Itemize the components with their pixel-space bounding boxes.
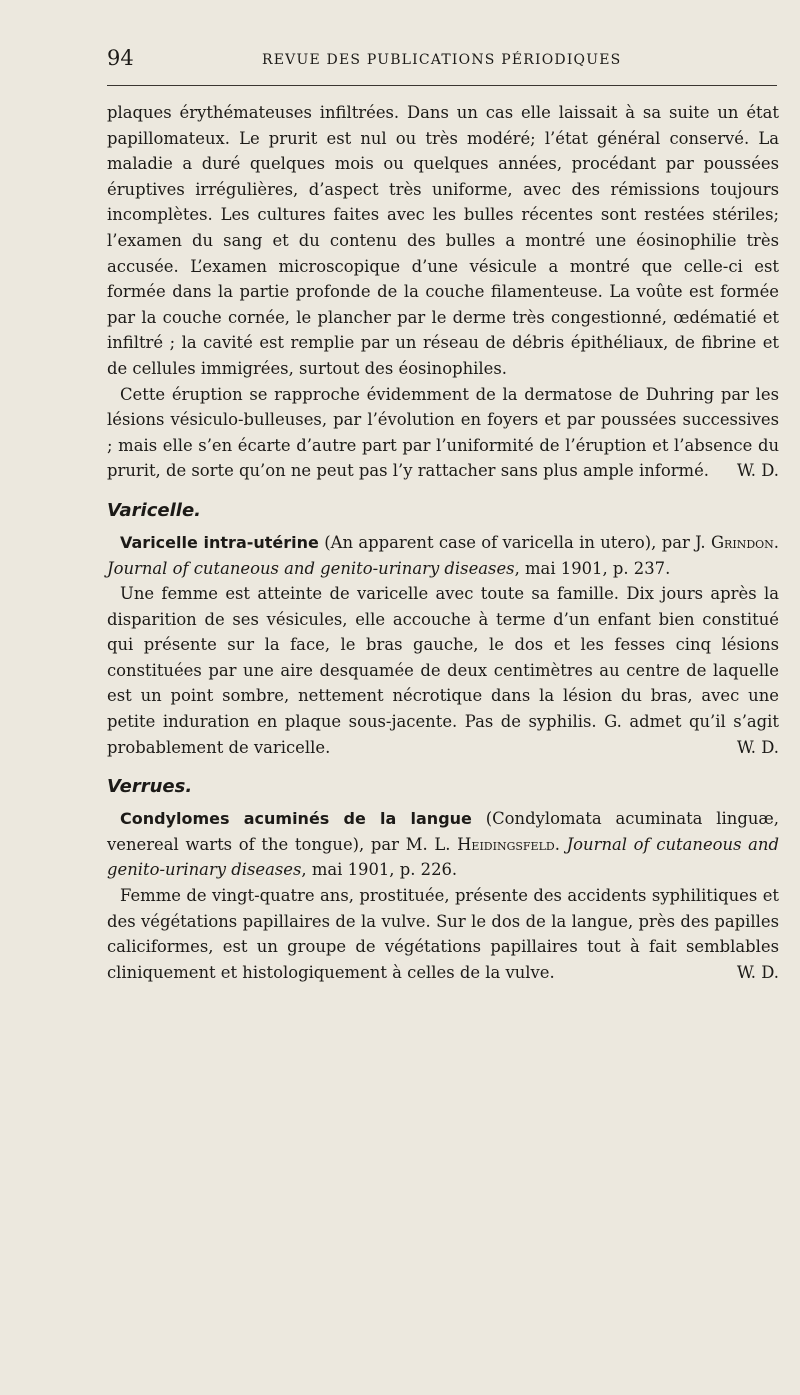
running-title: REVUE DES PUBLICATIONS PÉRIODIQUES (262, 52, 622, 68)
article-body (107, 581, 779, 760)
signature: W. D. (736, 461, 779, 481)
reference-text: , mai 1901, p. 237. (514, 558, 671, 578)
header-rule (107, 85, 777, 86)
author-name: Grindon (710, 532, 774, 552)
signature: W. D. (736, 962, 779, 982)
article-body (107, 883, 779, 985)
article-title: Condylomes acuminés de la langue (120, 809, 472, 829)
reference-text: . (773, 532, 779, 552)
reference-text: . (554, 834, 567, 854)
article-reference (107, 806, 779, 883)
article-body-text: Une femme est atteinte de varicelle avec toute sa famille. Dix jours après la disparition de ses vésicules, elle accouche à terme d’un enfant bien constitué qui présente sur la face, le bras gauche, le dos et les fesses cinq lésions constituées par une aire desquamée de deux centimètres au centre de laquelle est un point sombre, nettement nécrotique dans la lésion du bras, avec une petite induration en plaque sous-jacente. Pas de syphilis. G. admet qu’il s’agit probablement de varicelle. (107, 584, 779, 757)
article-reference (107, 530, 779, 581)
paragraph (107, 382, 779, 484)
reference-text: (An apparent case of varicella in utero), par J. (318, 532, 711, 552)
page-header (107, 46, 777, 76)
author-name: Heidingsfeld (457, 834, 555, 854)
paragraph: plaques érythémateuses infiltrées. Dans un cas elle laissait à sa suite un état papillomateux. Le prurit est nul ou très modéré; l’état général conservé. La maladie a duré quelques mois ou quelques années, procédant par poussées éruptives irrégulières, d’aspect très uniforme, avec des rémissions toujours incomplètes. Les cultures faites avec les bulles récentes sont restées stériles; l’examen du sang et du contenu des bulles a montré une éosinophilie très accusée. L’examen microscopique d’une vésicule a montré que celle-ci est formée dans la partie profonde de la couche filamenteuse. La voûte est formée par la couche cornée, le plancher par le derme très congestionné, œdématié et infiltré ; la cavité est remplie par un réseau de débris épithéliaux, de fibrine et de cellules immigrées, surtout des éosinophiles. (107, 103, 779, 378)
page-content (107, 100, 779, 985)
paragraph-text: Cette éruption se rapproche évidemment de la dermatose de Duhring par les lésions vésiculo-bulleuses, par l’évolution en foyers et par poussées successives ; mais elle s’en écarte d’autre part par l’uniformité de l’éruption et l’absence du prurit, de sorte qu’on ne peut pas l’y rattacher sans plus ample informé. (107, 384, 779, 481)
journal-name: Journal of cutaneous and genito-urinary diseases (107, 834, 779, 880)
signature: W. D. (736, 737, 779, 757)
article-body-text: Femme de vingt-quatre ans, prostituée, présente des accidents syphilitiques et des végétations papillaires de la vulve. Sur le dos de la langue, près des papilles caliciformes, est un groupe de végétations papillaires tout à fait semblables cliniquement et histologiquement à celles de la vulve. (107, 886, 779, 982)
journal-name: Journal of cutaneous and genito-urinary diseases (107, 558, 515, 578)
reference-text: , mai 1901, p. 226. (301, 860, 458, 880)
page-number: 94 (107, 46, 134, 70)
section-heading-verrues: Verrues. (107, 776, 193, 798)
article-title: Varicelle intra-utérine (120, 532, 319, 552)
reference-text: (Condylomata acuminata linguæ, venereal warts of the tongue), par M. L. (107, 809, 779, 854)
section-heading-varicelle: Varicelle. (107, 499, 201, 521)
